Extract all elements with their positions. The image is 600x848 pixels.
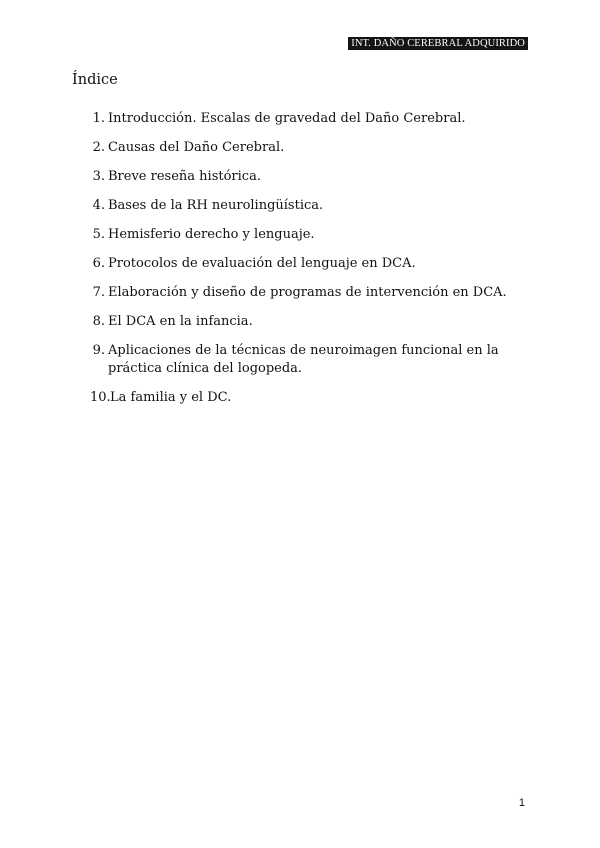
toc-item-number: 1.	[92, 111, 105, 126]
index-heading: Índice	[72, 72, 118, 88]
toc-item-text: Hemisferio derecho y lenguaje.	[108, 227, 315, 242]
toc-item-text: Bases de la RH neurolingüística.	[108, 198, 324, 213]
toc-item-text: Causas del Daño Cerebral.	[108, 140, 285, 155]
running-header: INT. DAÑO CEREBRAL ADQUIRIDO	[348, 37, 528, 50]
toc-item-8	[72, 313, 532, 331]
toc-item-9	[72, 342, 532, 378]
toc-item-text: Breve reseña histórica.	[108, 169, 261, 184]
toc-item-10	[72, 389, 532, 407]
toc-item-number: 2.	[92, 140, 105, 155]
toc-item-number: 3.	[92, 169, 105, 184]
toc-item-number: 10.	[90, 390, 111, 405]
toc-item-number: 8.	[92, 314, 105, 329]
toc-item-1	[72, 110, 532, 128]
toc-item-number: 4.	[92, 198, 105, 213]
toc-item-7	[72, 284, 532, 302]
page-number: 1	[518, 797, 525, 809]
toc-item-3	[72, 168, 532, 186]
toc-item-4	[72, 197, 532, 215]
toc-item-text: El DCA en la infancia.	[108, 314, 253, 329]
toc-item-text: Aplicaciones de la técnicas de neuroimagen funcional en la práctica clínica del logopeda.	[108, 343, 499, 376]
table-of-contents	[72, 110, 532, 418]
toc-item-6	[72, 255, 532, 273]
toc-item-text: Protocolos de evaluación del lenguaje en DCA.	[108, 256, 416, 271]
toc-item-5	[72, 226, 532, 244]
toc-item-number: 5.	[92, 227, 105, 242]
toc-item-text: Introducción. Escalas de gravedad del Daño Cerebral.	[108, 111, 466, 126]
toc-item-text: La familia y el DC.	[110, 390, 232, 405]
toc-item-number: 7.	[92, 285, 105, 300]
toc-item-2	[72, 139, 532, 157]
toc-item-number: 6.	[92, 256, 105, 271]
toc-item-text: Elaboración y diseño de programas de intervención en DCA.	[108, 285, 507, 300]
toc-item-number: 9.	[92, 343, 105, 358]
